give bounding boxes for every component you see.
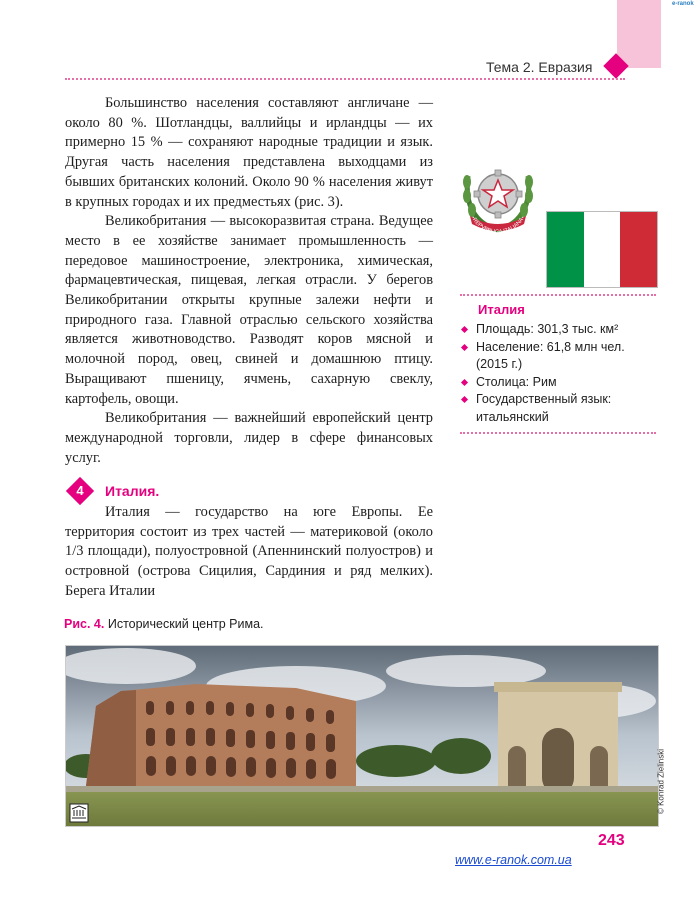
header-divider bbox=[65, 78, 625, 80]
figure-caption bbox=[64, 617, 264, 631]
copyright-text: © Konrad Zielinski bbox=[656, 748, 666, 815]
section-number: 4 bbox=[76, 483, 84, 498]
flag-stripe-red bbox=[620, 212, 657, 287]
list-item: Государственный язык: итальянский bbox=[460, 391, 660, 426]
paragraph: Великобритания — важнейший европейский центр международной торговли, лидер в сфере финансовых услуг. bbox=[65, 410, 433, 466]
rome-photo bbox=[65, 645, 659, 827]
body-text bbox=[65, 94, 433, 468]
italy-flag bbox=[546, 211, 658, 288]
section-body bbox=[65, 503, 433, 602]
corner-tab bbox=[617, 0, 661, 68]
list-item: Площадь: 301,3 тыс. км² bbox=[460, 321, 660, 339]
publisher-link[interactable]: www.e-ranok.com.ua bbox=[455, 853, 572, 867]
paragraph: Италия — государство на юге Европы. Ее территория состоит из трех частей — материковой (около 1/3 площади), полуостровной (Апеннинский полуостров) и островной (острова Сицилия, Сардиния и ряд мелких). Берега Италии bbox=[65, 504, 433, 599]
emblem-text: REPVBBLICA ITALIANA bbox=[471, 217, 525, 236]
paragraph: Большинство населения составляют англичане — около 80 %. Шотландцы, валлийцы и ирландцы — их примерно 15 % — сохраняют народные традиции и язык. Другая часть населения представлена выходцами из бывших британских колоний. Около 90 % населения живут в крупных городах и их предместьях (рис. 3). bbox=[65, 95, 433, 210]
flag-stripe-white bbox=[584, 212, 621, 287]
chapter-title: Тема 2. Евразия bbox=[486, 59, 593, 75]
photo-copyright bbox=[655, 745, 669, 825]
figure-caption-text: Исторический центр Рима. bbox=[104, 617, 264, 631]
flag-stripe-green bbox=[547, 212, 584, 287]
info-divider-bottom bbox=[460, 432, 656, 434]
list-item: Столица: Рим bbox=[460, 374, 660, 392]
list-item: Население: 61,8 млн чел. (2015 г.) bbox=[460, 339, 660, 374]
publisher-logo: e-ranok bbox=[672, 1, 694, 7]
section-number-badge bbox=[70, 481, 90, 501]
section-title: Италия. bbox=[105, 483, 160, 499]
figure-label: Рис. 4. bbox=[64, 617, 105, 631]
info-title: Италия bbox=[478, 302, 525, 317]
paragraph: Великобритания — высокоразвитая страна. Ведущее место в ее хозяйстве занимает промышленность — передовое машиностроение, электроника, химическая, фармацевтическая, пищевая, легкая отрасли. У берегов Великобритании открыты крупные залежи нефти и природного газа. Главной отраслью сельского хозяйства является животноводство. Разводят коров мясной и молочной пород, овец, свиней и домашнюю птицу. Выращивают пшеницу, ячмень, сахарную свеклу, картофель, овощи. bbox=[65, 213, 433, 407]
info-divider-top bbox=[460, 294, 656, 296]
page-number: 243 bbox=[598, 832, 625, 849]
italy-emblem-icon bbox=[458, 158, 538, 238]
info-list bbox=[460, 321, 660, 426]
